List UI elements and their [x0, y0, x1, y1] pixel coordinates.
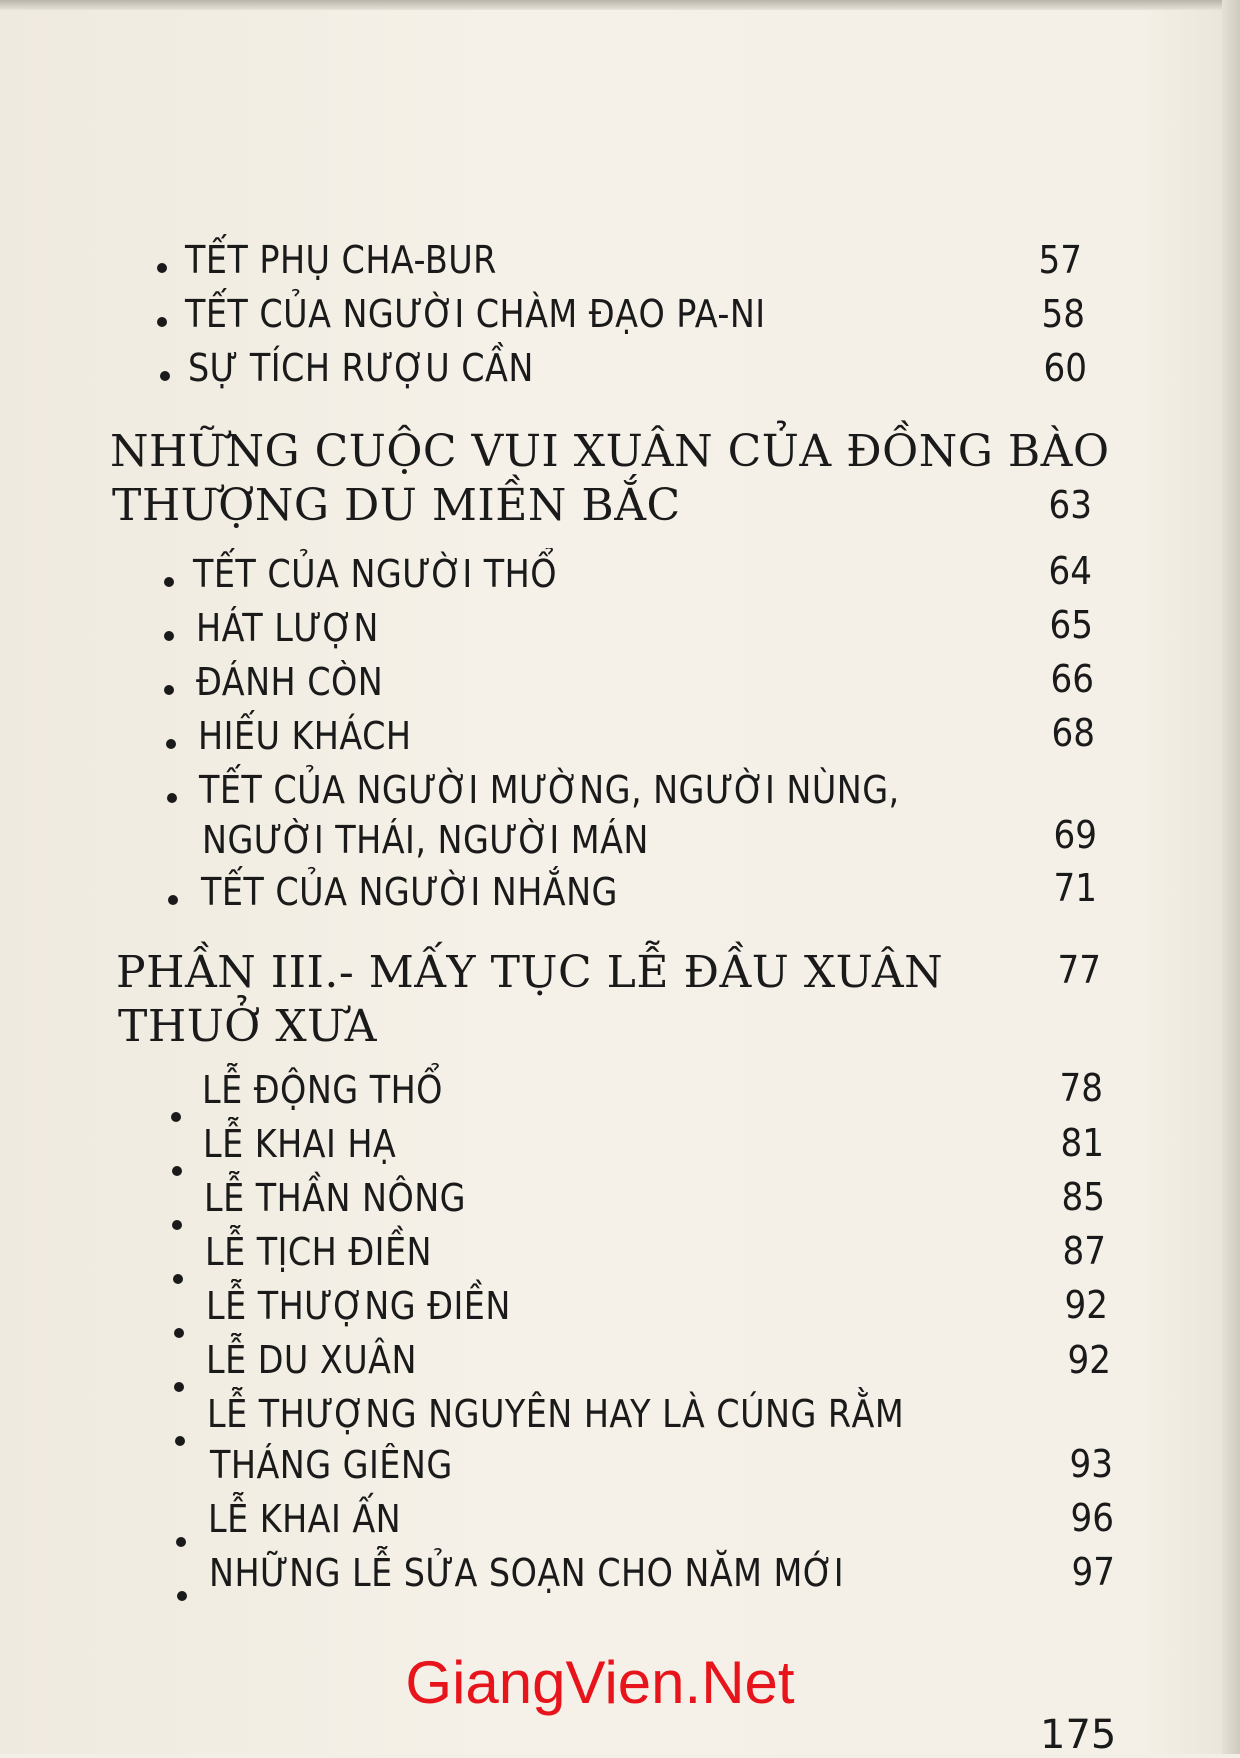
- bullet-icon: [172, 1166, 182, 1176]
- watermark-text: GiangVien.Net: [405, 1649, 795, 1716]
- toc-entry-label: TẾT CỦA NGƯỜI THỔ: [193, 552, 557, 596]
- bullet-icon: [167, 793, 177, 803]
- toc-entry-page: 97: [1071, 1550, 1115, 1594]
- section-heading-line-1: PHẦN III.- MẤY TỤC LỄ ĐẦU XUÂN: [116, 947, 944, 998]
- section-heading-line-2: THƯỢNG DU MIỀN BẮC: [112, 480, 681, 531]
- toc-entry-label: LỄ THẦN NÔNG: [204, 1176, 467, 1220]
- toc-entry-page: 66: [1050, 657, 1094, 701]
- toc-entry-label-line-2: NGƯỜI THÁI, NGƯỜI MÁN: [202, 818, 649, 862]
- bullet-icon: [164, 577, 174, 587]
- bullet-icon: [177, 1591, 187, 1601]
- page-number: 175: [1040, 1712, 1117, 1758]
- toc-entry-page: 77: [1057, 948, 1101, 992]
- toc-entry-label-line-1: LỄ THƯỢNG NGUYÊN HAY LÀ CÚNG RẰM: [207, 1392, 905, 1436]
- toc-entry-label: LỄ DU XUÂN: [206, 1338, 417, 1382]
- toc-entry-page: 81: [1060, 1121, 1104, 1165]
- bullet-icon: [166, 739, 176, 749]
- toc-entry-page: 87: [1062, 1229, 1106, 1273]
- bullet-icon: [160, 371, 170, 381]
- section-heading-line-2: THUỞ XƯA: [118, 1001, 378, 1052]
- toc-entry-page: 69: [1053, 813, 1097, 857]
- toc-entry-label: LỄ THƯỢNG ĐIỀN: [206, 1284, 511, 1328]
- bullet-icon: [157, 317, 167, 327]
- bullet-icon: [164, 685, 174, 695]
- section-heading-line-1: NHỮNG CUỘC VUI XUÂN CỦA ĐỒNG BÀO: [110, 426, 1110, 477]
- page-top-edge: [0, 0, 1240, 10]
- toc-entry-label: LỄ ĐỘNG THỔ: [202, 1068, 443, 1112]
- toc-entry-page: 57: [1038, 238, 1082, 282]
- bullet-icon: [164, 631, 174, 641]
- toc-entry-page: 71: [1053, 866, 1097, 910]
- toc-entry-page: 64: [1048, 549, 1092, 593]
- bullet-icon: [174, 1382, 184, 1392]
- toc-entry-page: 65: [1049, 603, 1093, 647]
- toc-entry-label: SỰ TÍCH RƯỢU CẦN: [188, 346, 534, 390]
- toc-entry-label-line-2: THÁNG GIÊNG: [210, 1443, 453, 1487]
- bullet-icon: [173, 1274, 183, 1284]
- toc-entry-label: HIẾU KHÁCH: [198, 714, 412, 758]
- bullet-icon: [157, 263, 167, 273]
- toc-entry-label: NHỮNG LỄ SỬA SOẠN CHO NĂM MỚI: [209, 1551, 845, 1595]
- bullet-icon: [168, 895, 178, 905]
- toc-entry-label: TẾT PHỤ CHA-BUR: [185, 238, 497, 282]
- toc-entry-page: 58: [1041, 292, 1085, 336]
- bullet-icon: [172, 1220, 182, 1230]
- toc-entry-label-line-1: TẾT CỦA NGƯỜI MƯỜNG, NGƯỜI NÙNG,: [199, 768, 900, 812]
- bullet-icon: [174, 1328, 184, 1338]
- toc-entry-page: 85: [1061, 1175, 1105, 1219]
- toc-entry-label: HÁT LƯỢN: [196, 606, 379, 650]
- bullet-icon: [176, 1537, 186, 1547]
- toc-entry-page: 93: [1069, 1442, 1113, 1486]
- bullet-icon: [171, 1112, 181, 1122]
- toc-entry-page: 78: [1059, 1066, 1103, 1110]
- toc-entry-label: LỄ KHAI ẤN: [208, 1497, 402, 1541]
- toc-entry-page: 92: [1067, 1338, 1111, 1382]
- bullet-icon: [175, 1436, 185, 1446]
- toc-entry-page: 96: [1070, 1496, 1114, 1540]
- toc-entry-page: 92: [1064, 1283, 1108, 1327]
- toc-entry-page: 68: [1051, 711, 1095, 755]
- toc-entry-label: TẾT CỦA NGƯỜI CHÀM ĐẠO PA-NI: [185, 292, 766, 336]
- toc-entry-page: 63: [1048, 483, 1092, 527]
- toc-entry-page: 60: [1043, 346, 1087, 390]
- page-right-edge: [1222, 0, 1240, 1754]
- toc-entry-label: LỄ TỊCH ĐIỀN: [205, 1230, 433, 1274]
- toc-entry-label: ĐÁNH CÒN: [196, 660, 384, 704]
- toc-entry-label: TẾT CỦA NGƯỜI NHẮNG: [201, 870, 618, 914]
- toc-entry-label: LỄ KHAI HẠ: [203, 1122, 397, 1166]
